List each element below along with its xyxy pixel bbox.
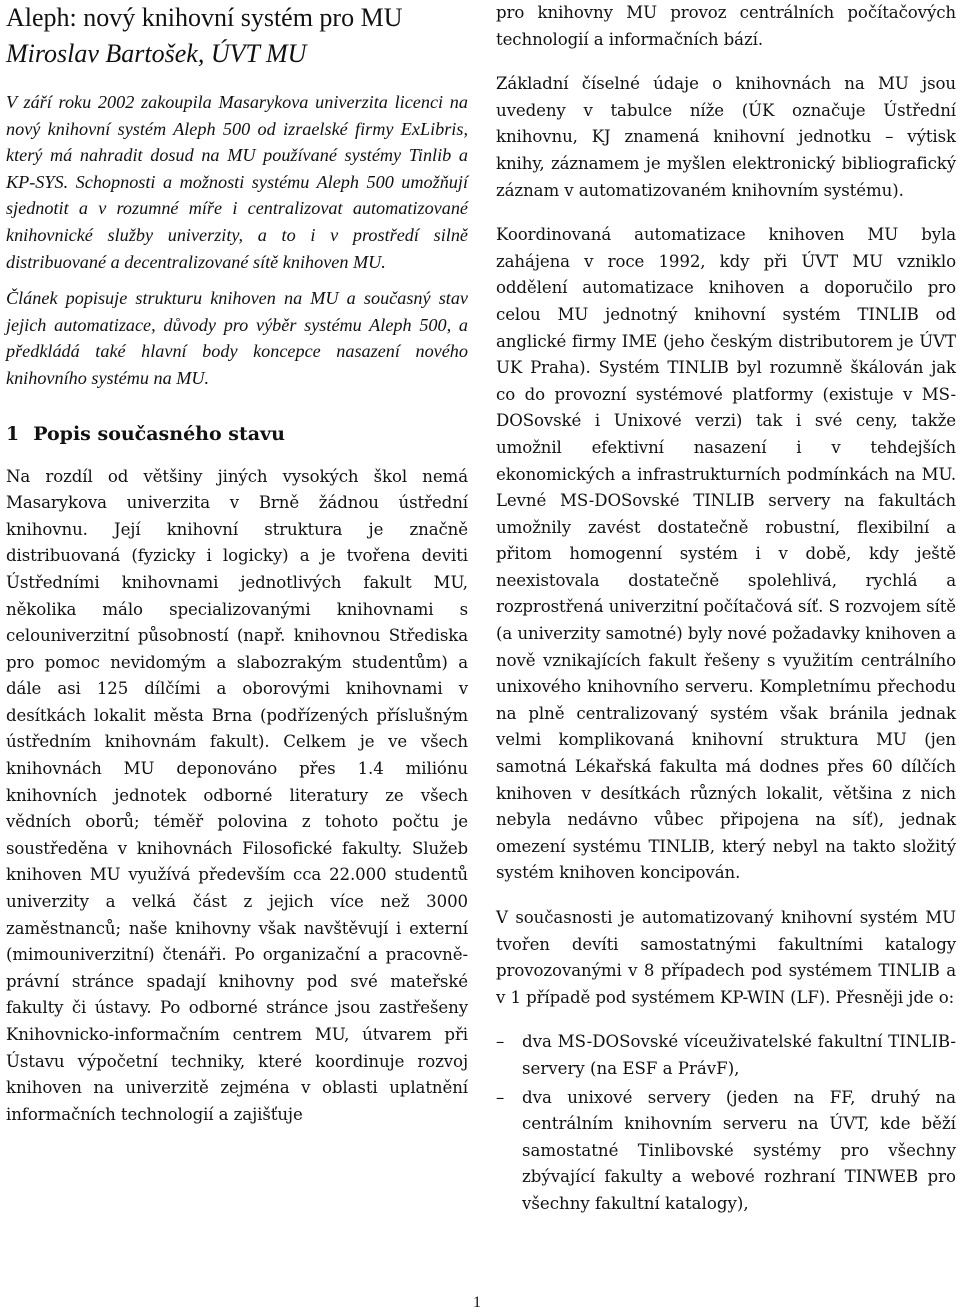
- list-item-text: dva MS-DOSovské víceuživatelské fakultní TINLIB-servery (na ESF a PrávF),: [522, 1032, 956, 1078]
- list-item-text: dva unixové servery (jeden na FF, druhý na centrálním knihovním serveru na ÚVT, kde běží samostatné Tinlibovské systémy pro všechny zbývající fakulty a webové rozhraní TINWEB pro všechny fakultní katalogy),: [522, 1087, 956, 1213]
- article-title: Aleph: nový knihovní systém pro MU: [6, 3, 403, 32]
- abstract-paragraph: V září roku 2002 zakoupila Masarykova univerzita licenci na nový knihovní systém Aleph 500 od izraelské firmy ExLibris, který má nahradit dosud na MU používané systémy Tinlib a KP-SYS. Schopnosti a možnosti systému Aleph 500 umožňují sjednotit a v rozumné míře i centralizovat automatizované knihovnické služby univerzity, a to i v prostředí silně distribuované a decentralizované sítě knihoven MU.: [6, 92, 468, 272]
- right-column: [496, 0, 956, 1220]
- dash-bullet: –: [496, 1087, 505, 1107]
- left-column: [6, 0, 468, 1128]
- dash-bullet: –: [496, 1032, 505, 1052]
- section-heading: [6, 422, 468, 446]
- body-paragraph: Základní číselné údaje o knihovnách na MU jsou uvedeny v tabulce níže (ÚK označuje Ústřední knihovnu, KJ znamená knihovní jednotku – výtisk knihy, záznamem je myšlen elektronický bibliografický záznam v automatizovaném knihovním systému).: [496, 74, 956, 200]
- list-item: [496, 1029, 956, 1082]
- page-number: 1: [473, 1294, 481, 1311]
- body-paragraph: Koordinovaná automatizace knihoven MU byla zahájena v roce 1992, kdy při ÚVT MU vzniklo oddělení automatizace knihoven a doporučilo pro celou MU jednotný knihovní systém TINLIB od anglické firmy IME (jeho českým distributorem je ÚVT UK Praha). Systém TINLIB byl rozumně škálován jak co do provozní systémové platformy (existuje v MS-DOSovské i Unixové verzi) tak i své ceny, takže umožnil efektivní nasazení i v tehdejších ekonomických a infrastrukturních podmínkách na MU. Levné MS-DOSovské TINLIB servery na fakultách umožnily zavést dostatečně robustní, flexibilní a přitom homogenní systém i v době, kdy ještě neexistovala dostatečně spolehlivá, rychlá a rozprostřená univerzitní počítačová síť. S rozvojem sítě (a univerzity samotné) byly nové požadavky knihoven a nově vznikajících fakult řešeny s využitím centrálního unixového knihovního serveru. Kompletnímu přechodu na plně centralizovaný systém však bránila jednak velmi komplikovaná knihovní struktura MU (jen samotná Lékařská fakulta má dodnes přes 60 dílčích knihoven v desítkách různých lokalit, většina z nich nebyla nedávno vůbec připojena na síť), jednak omezení systému TINLIB, který nebyl na takto složitý systém knihoven koncipován.: [496, 225, 956, 883]
- article-author: Miroslav Bartošek, ÚVT MU: [6, 39, 307, 68]
- list-item: [496, 1085, 956, 1218]
- body-paragraph: Na rozdíl od většiny jiných vysokých škol nemá Masarykova univerzita v Brně žádnou ústřední knihovnu. Její knihovní struktura je značně distribuovaná (fyzicky i logicky) a je tvořena deviti Ústředními knihovnami jednotlivých fakult MU, několika málo specializovanými knihovnami s celouniverzitní působností (např. knihovnou Střediska pro pomoc nevidomým a slabozrakým studentům) a dále asi 125 dílčími a oborovými knihovnami v desítkách lokalit města Brna (podřízených příslušným ústředním knihovnám fakult). Celkem je ve všech knihovnách MU deponováno přes 1.4 miliónu knihovních jednotek odborné literatury ze všech vědních oborů; téměř polovina z tohoto počtu je soustředěna v knihovnách Filosofické fakulty. Služeb knihoven MU využívá především cca 22.000 studentů univerzity a velká část z jejich více než 3000 zaměstnanců; naše knihovny však navštěvují i externí (mimouniverzitní) čtenáři. Po organizační a pracovně-právní stránce spadají knihovny pod své mateřské fakulty či ústavy. Po odborné stránce jsou zastřešeny Knihovnicko-informačním centrem MU, útvarem při Ústavu výpočetní techniky, které koordinuje rozvoj knihoven na univerzitě zejména v oblasti uplatnění informačních technologií a zajišťuje: [6, 466, 468, 1124]
- abstract-paragraph: Článek popisuje strukturu knihoven na MU a současný stav jejich automatizace, důvody pro výběr systému Aleph 500, a předkládá také hlavní body koncepce nasazení nového knihovního systému na MU.: [6, 288, 468, 388]
- section-title: Popis současného stavu: [33, 422, 285, 445]
- body-paragraph: pro knihovny MU provoz centrálních počítačových technologií a informačních bází.: [496, 3, 956, 49]
- body-paragraph: V současnosti je automatizovaný knihovní systém MU tvořen devíti samostatnými fakultními katalogy provozovanými v 8 případech pod systémem TINLIB a v 1 případě pod systémem KP-WIN (LF). Přesněji jde o:: [496, 908, 956, 1007]
- section-number: 1: [6, 422, 20, 445]
- bullet-list: [496, 1029, 956, 1217]
